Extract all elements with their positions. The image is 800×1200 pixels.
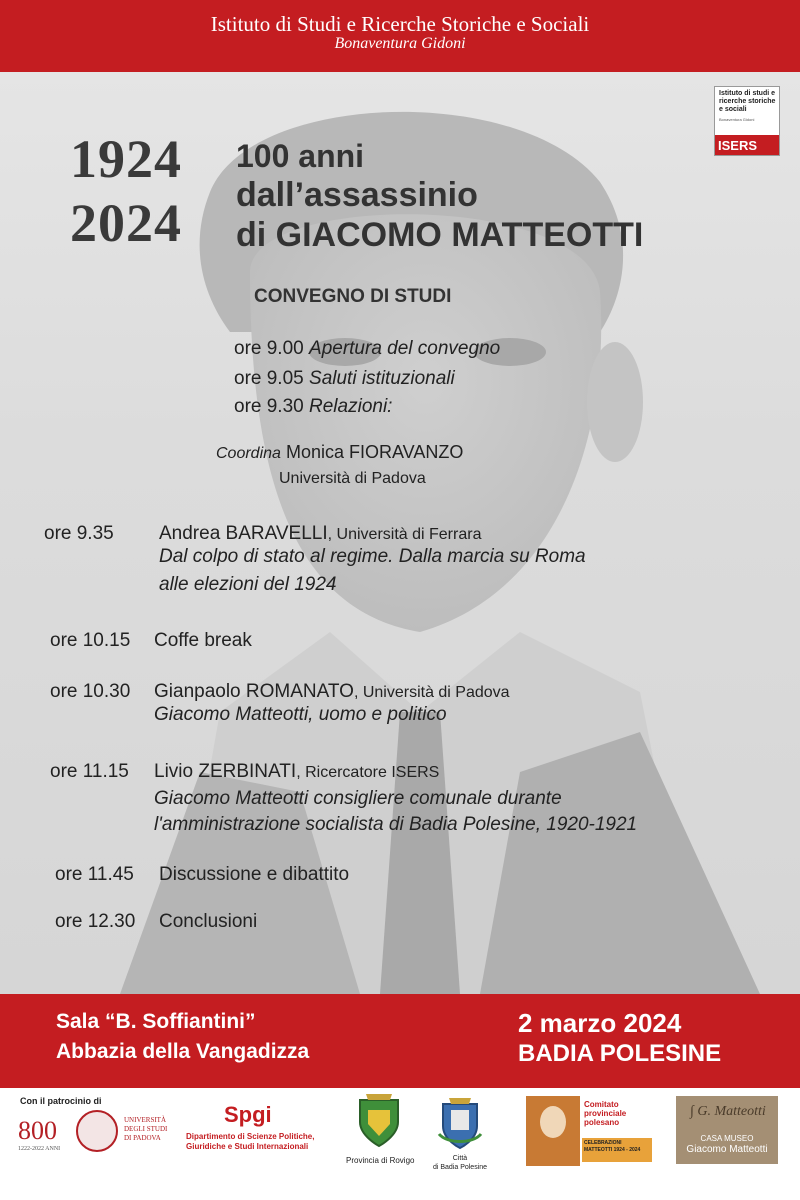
chair-name: Monica FIORAVANZO <box>285 442 464 462</box>
isers-logo <box>714 86 780 156</box>
unipd-seal-icon <box>76 1110 118 1152</box>
chair-role: Coordina <box>216 445 281 462</box>
talk-title: Dal colpo di stato al regime. Dalla marcia su Roma <box>159 546 586 567</box>
signature-icon: ∫ G. Matteotti <box>690 1104 766 1119</box>
opening-event: Apertura del convegno <box>309 338 501 359</box>
program-time: ore 10.30 <box>50 681 131 702</box>
speaker-affiliation: , Università di Ferrara <box>327 526 482 543</box>
opening-time: ore 9.05 <box>234 368 304 389</box>
matteotti-portrait-icon <box>526 1096 580 1166</box>
rovigo-label: Provincia di Rovigo <box>346 1156 415 1165</box>
header-band <box>0 0 800 72</box>
event-subtitle: CONVEGNO DI STUDI <box>254 286 452 307</box>
program-time: ore 9.35 <box>44 523 114 544</box>
logo-800-sub: 1222-2022 ANNI <box>18 1146 61 1152</box>
speaker-name: Gianpaolo ROMANATO <box>154 681 354 702</box>
speaker-name: Livio ZERBINATI <box>154 761 297 782</box>
committee-line-2: provinciale <box>584 1109 627 1118</box>
speaker-name: Andrea BARAVELLI <box>159 523 328 544</box>
committee-line-3: polesano <box>584 1118 620 1127</box>
institute-name: Istituto di Studi e Ricerche Storiche e Sociali <box>210 12 590 36</box>
venue-hall: Sala “B. Soffiantini” <box>56 1010 256 1033</box>
talk-title: Giacomo Matteotti, uomo e politico <box>154 704 447 725</box>
committee-line-1: Comitato <box>584 1100 619 1109</box>
year-start: 1924 <box>70 129 182 189</box>
program-time: ore 12.30 <box>55 911 136 932</box>
venue-abbey: Abbazia della Vangadizza <box>56 1040 310 1063</box>
patrons-strip <box>0 1088 800 1200</box>
spgi-logo: Spgi <box>224 1102 272 1127</box>
isers-logo-small: Bonaventura Gidoni <box>719 117 755 122</box>
opening-time: ore 9.00 <box>234 338 304 359</box>
opening-row <box>234 396 392 418</box>
speaker-affiliation: , Università di Padova <box>353 684 510 701</box>
program-label: Discussione e dibattito <box>159 864 350 885</box>
footer-band <box>0 994 800 1088</box>
program-time: ore 11.45 <box>55 864 134 885</box>
spgi-department <box>186 1132 314 1152</box>
museo-line-1: CASA MUSEO <box>700 1134 754 1143</box>
talk-title: Giacomo Matteotti consigliere comunale durante <box>154 788 562 809</box>
talk-title: alle elezioni del 1924 <box>159 574 337 595</box>
opening-event: Saluti istituzionali <box>309 368 455 389</box>
opening-row <box>234 338 500 360</box>
chair-affiliation: Università di Padova <box>279 470 426 487</box>
patrons-label: Con il patrocinio di <box>20 1096 102 1106</box>
committee-logo <box>526 1096 652 1166</box>
badia-line-1: Città <box>452 1155 468 1162</box>
isers-logo-bar <box>715 135 779 155</box>
isers-acronym: ISERS <box>718 138 758 153</box>
badia-coat-of-arms-icon <box>437 1094 483 1150</box>
casa-museo-logo <box>676 1096 778 1164</box>
isers-logo-text: Istituto di studi e ricerche storiche e sociali <box>719 90 776 113</box>
program-label: Conclusioni <box>159 911 258 932</box>
program-speaker-row <box>154 681 510 703</box>
program-speaker-row <box>154 761 439 783</box>
badia-line-2: di Badia Polesine <box>432 1164 488 1171</box>
chair-row <box>216 442 463 463</box>
program-time: ore 11.15 <box>50 761 129 782</box>
headline-line-1: 100 anni <box>236 138 365 174</box>
program-time: ore 10.15 <box>50 630 131 651</box>
badia-label <box>432 1154 488 1172</box>
headline-line-3: di GIACOMO MATTEOTTI <box>236 216 644 254</box>
year-end: 2024 <box>70 193 182 253</box>
logo-800-anni <box>18 1116 60 1152</box>
opening-event: Relazioni: <box>309 396 393 417</box>
opening-time: ore 9.30 <box>234 396 304 417</box>
unipd-name: UNIVERSITÀ DEGLI STUDI DI PADOVA <box>124 1116 168 1142</box>
event-town: BADIA POLESINE <box>518 1040 722 1067</box>
event-date: 2 marzo 2024 <box>518 1008 682 1038</box>
committee-text <box>584 1100 626 1127</box>
speaker-affiliation: , Ricercatore ISERS <box>296 764 440 781</box>
museo-line-2: Giacomo Matteotti <box>686 1144 768 1155</box>
logo-800-number: 800 <box>18 1116 57 1145</box>
committee-ribbon: CELEBRAZIONI MATTEOTTI 1924 - 2024 <box>582 1138 652 1162</box>
institute-namesake: Bonaventura Gidoni <box>334 35 466 52</box>
program-label: Coffe break <box>154 630 252 651</box>
program-speaker-row <box>159 523 481 545</box>
spgi-line-2: Giuridiche e Studi Internazionali <box>186 1142 309 1151</box>
talk-title: l'amministrazione socialista di Badia Polesine, 1920-1921 <box>154 814 638 835</box>
rovigo-coat-of-arms-icon <box>356 1092 402 1148</box>
opening-row <box>234 368 455 390</box>
spgi-line-1: Dipartimento di Scienze Politiche, <box>186 1132 315 1141</box>
headline-line-2: dall’assassinio <box>236 176 478 214</box>
